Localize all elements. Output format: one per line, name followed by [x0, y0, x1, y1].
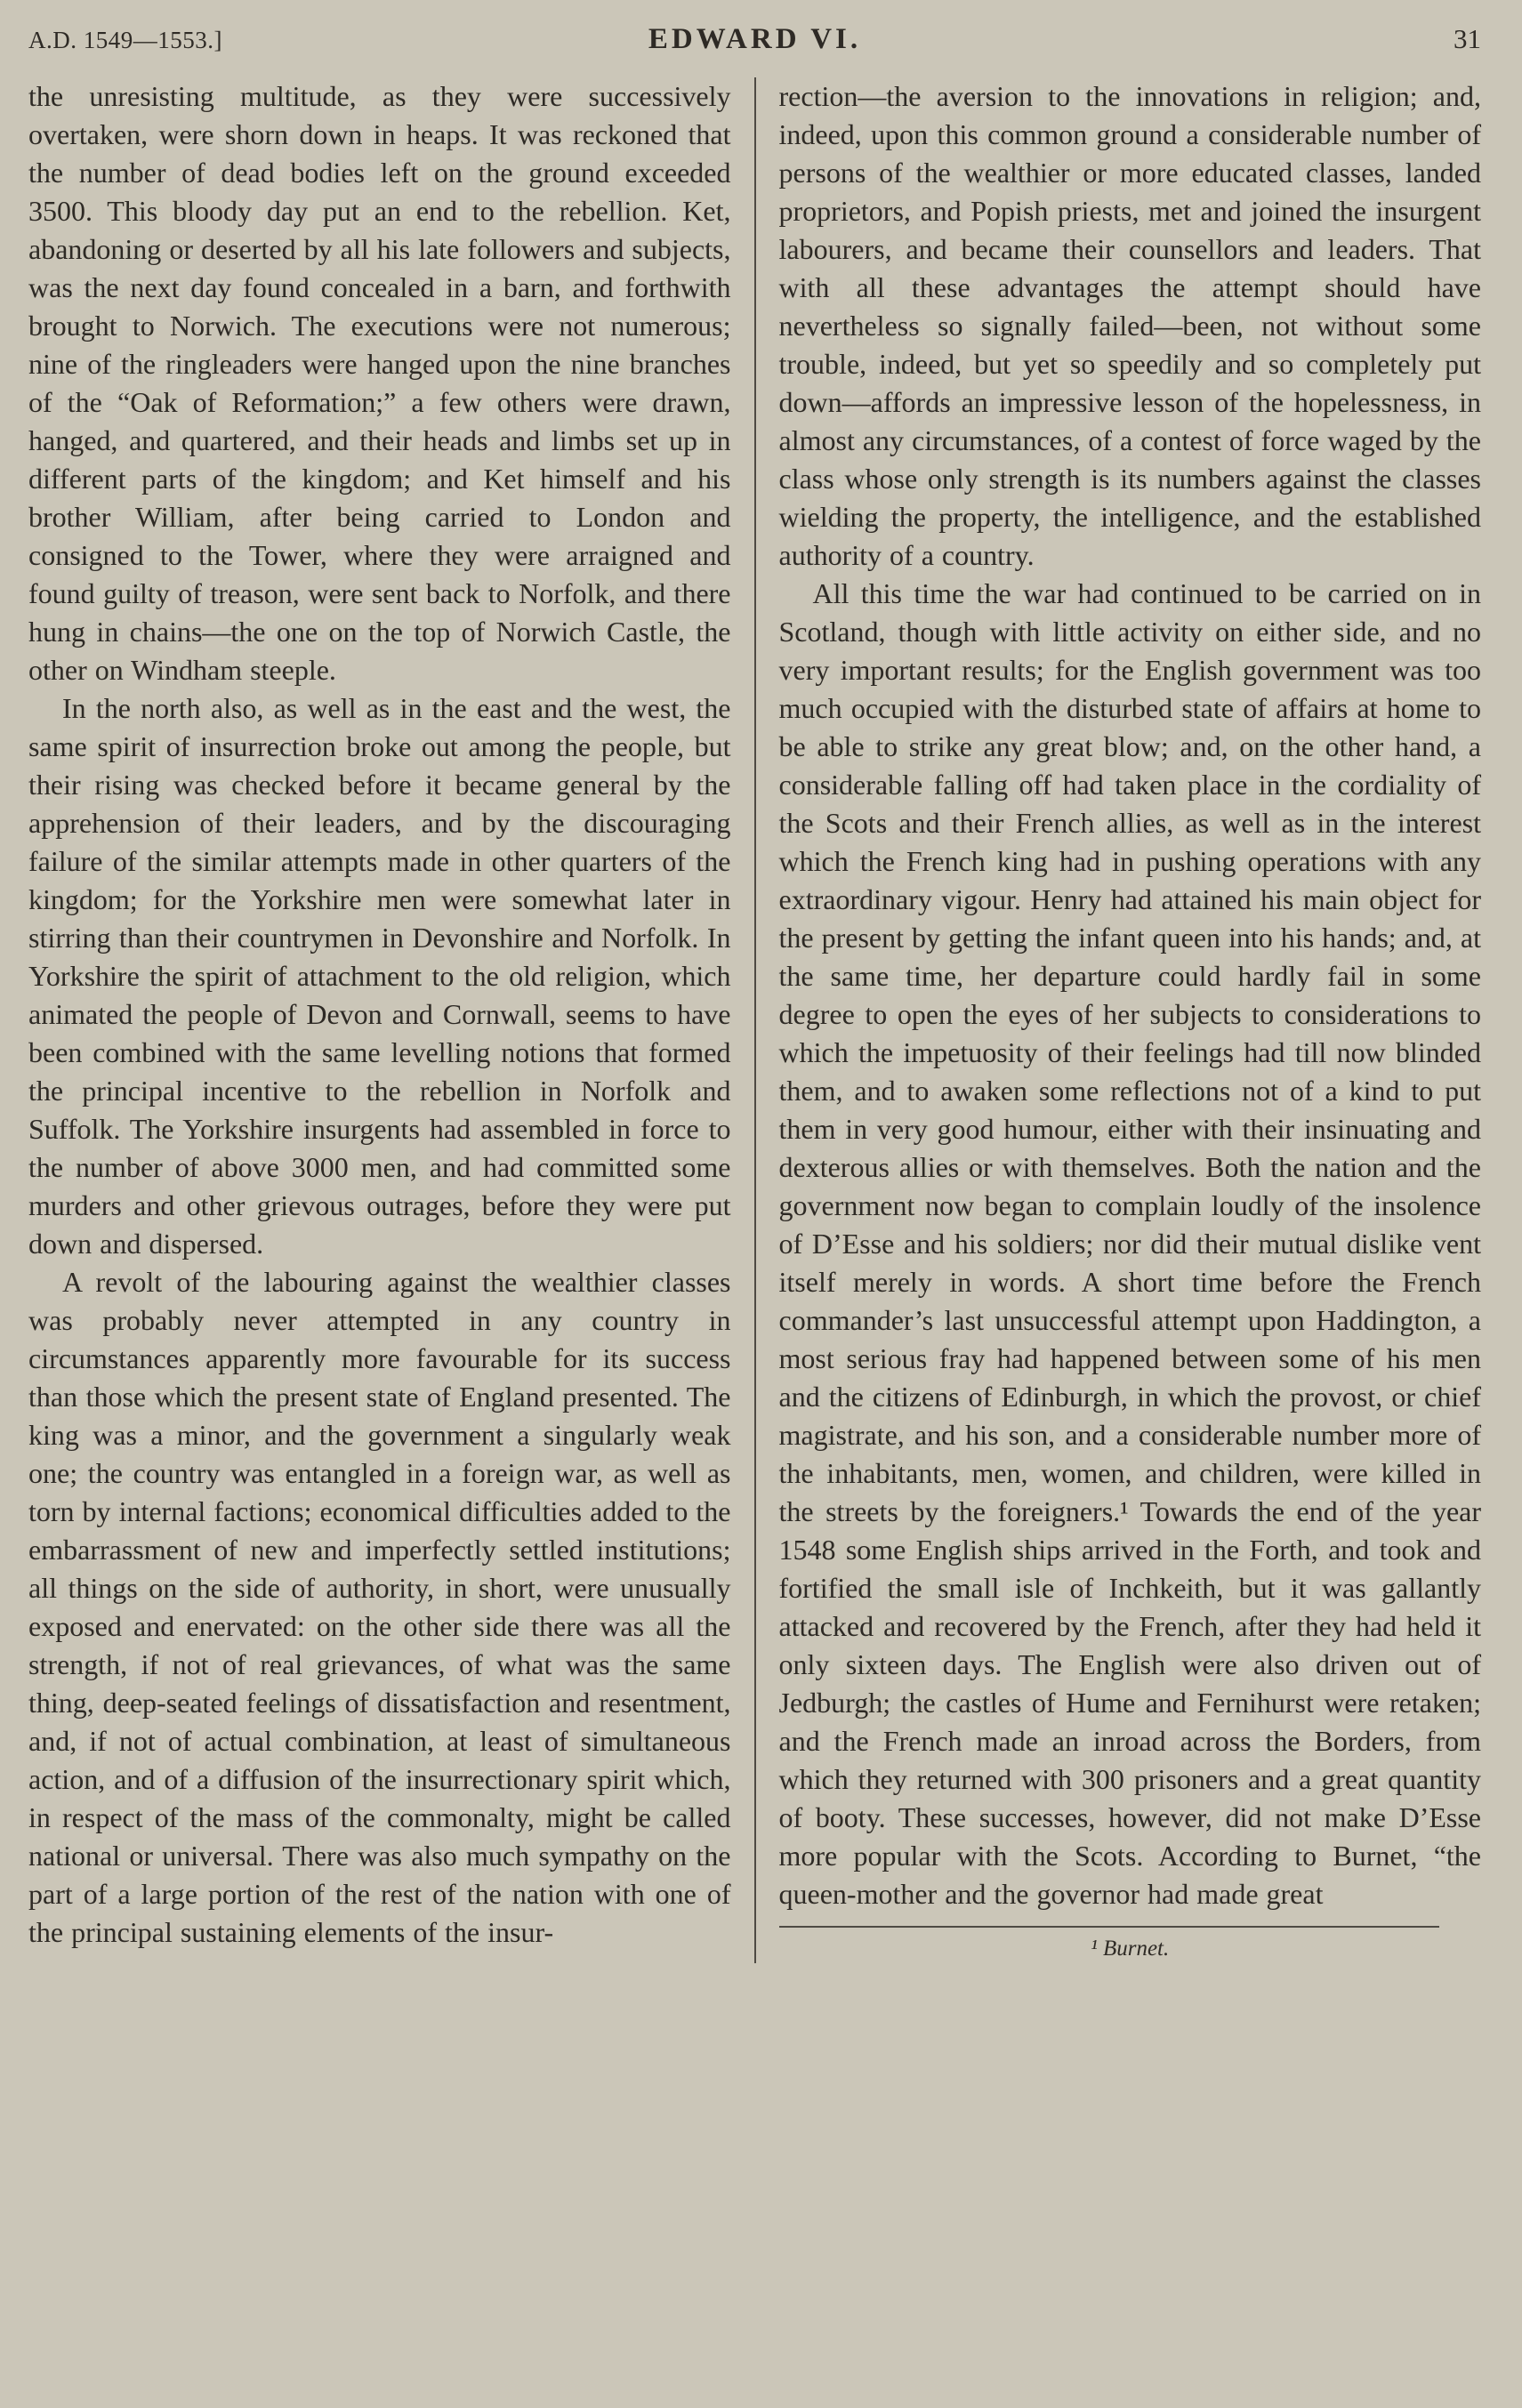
paragraph: the unresisting multitude, as they were successively overtaken, were shorn down in heaps. It was reckoned that the number of dead bodies left on the ground exceeded 3500. This bloody day put an end to the rebellion. Ket, abandoning or deserted by all his late followers and subjects, was the next day found concealed in a barn, and forthwith brought to Norwich. The executions were not numerous; nine of the ringleaders were hanged upon the nine branches of the “Oak of Reformation;” a few others were drawn, hanged, and quartered, and their heads and limbs set up in different parts of the kingdom; and Ket himself and his brother William, after being carried to London and consigned to the Tower, where they were arraigned and found guilty of treason, were sent back to Norfolk, and there hung in chains—the one on the top of Norwich Castle, the other on Windham steeple.: [28, 80, 731, 686]
header-page-number: 31: [1454, 23, 1482, 54]
header-running-title: EDWARD VI.: [648, 23, 862, 55]
header-date-range: A.D. 1549—1553.]: [28, 27, 222, 53]
footnote-rule: [779, 1926, 1439, 1928]
left-column: [28, 77, 754, 1963]
text-columns: [28, 77, 1481, 1963]
paragraph: rection—the aversion to the innovations in religion; and, indeed, upon this common ground a considerable number of persons of the wealthier or more educated classes, landed proprietors, and Popish priests, met and joined the insurgent labourers, and became their counsellors and leaders. That with all these advantages the attempt should have nevertheless so signally failed—been, not without some trouble, indeed, but yet so speedily and so completely put down—affords an impressive lesson of the hopelessness, in almost any circumstances, of a contest of force waged by the class whose only strength is its numbers against the classes wielding the property, the intelligence, and the established authority of a country.: [778, 80, 1481, 571]
paragraph: A revolt of the labouring against the wealthier classes was probably never attempted in any country in circumstances apparently more favourable for its success than those which the present state of England presented. The king was a minor, and the government a singularly weak one; the country was entangled in a foreign war, as well as torn by internal factions; economical difficulties added to the embarrassment of new and imperfectly settled institutions; all things on the side of authority, in short, were unusually exposed and enervated: on the other side there was all the strength, if not of real grievances, of what was the same thing, deep-seated feelings of dissatisfaction and resentment, and, if not of actual combination, at least of simultaneous action, and of a diffusion of the insurrectionary spirit which, in respect of the mass of the commonalty, might be called national or universal. There was also much sympathy on the part of a large portion of the rest of the nation with one of the principal sustaining elements of the insur-: [28, 1266, 731, 1948]
right-column: [756, 77, 1482, 1963]
paragraph: In the north also, as well as in the east and the west, the same spirit of insurrection broke out among the people, but their rising was checked before it became general by the apprehension of their leaders, and by the discouraging failure of the similar attempts made in other quarters of the kingdom; for the Yorkshire men were somewhat later in stirring than their countrymen in Devonshire and Norfolk. In Yorkshire the spirit of attachment to the old religion, which animated the people of Devon and Cornwall, seems to have been combined with the same levelling notions that formed the principal incentive to the rebellion in Norfolk and Suffolk. The Yorkshire insurgents had assembled in force to the number of above 3000 men, and had committed some murders and other grievous outrages, before they were put down and dispersed.: [28, 692, 731, 1260]
page-header: [28, 23, 1481, 56]
footnote-section: [779, 1926, 1482, 1963]
footnote: ¹ Burnet.: [1091, 1937, 1170, 1961]
paragraph: All this time the war had continued to be carried on in Scotland, though with little activity on either side, and no very important results; for the English government was too much occupied with the disturbed state of affairs at home to be able to strike any great blow; and, on the other hand, a considerable falling off had taken place in the cordiality of the Scots and their French allies, as well as in the interest which the French king had in pushing operations with any extraordinary vigour. Henry had attained his main object for the present by getting the infant queen into his hands; and, at the same time, her departure could hardly fail in some degree to open the eyes of her subjects to considerations to which the impetuosity of their feelings had till now blinded them, and to awaken some reflections not of a kind to put them in very good humour, either with their insinuating and dexterous allies or with themselves. Both the nation and the government now began to complain loudly of the insolence of D’Esse and his soldiers; nor did their mutual dislike vent itself merely in words. A short time before the French commander’s last unsuccessful attempt upon Haddington, a most serious fray had happened between some of his men and the citizens of Edinburgh, in which the provost, or chief magistrate, and his son, and a considerable number more of the inhabitants, men, women, and children, were killed in the streets by the foreigners.¹ Towards the end of the year 1548 some English ships arrived in the Forth, and took and fortified the small isle of Inchkeith, but it was gallantly attacked and recovered by the French, after they had held it only sixteen days. The English were also driven out of Jedburgh; the castles of Hume and Fernihurst were retaken; and the French made an inroad across the Borders, from which they returned with 300 prisoners and a great quantity of booty. These successes, however, did not make D’Esse more popular with the Scots. According to Burnet, “the queen-mother and the governor had made great: [778, 577, 1481, 1910]
